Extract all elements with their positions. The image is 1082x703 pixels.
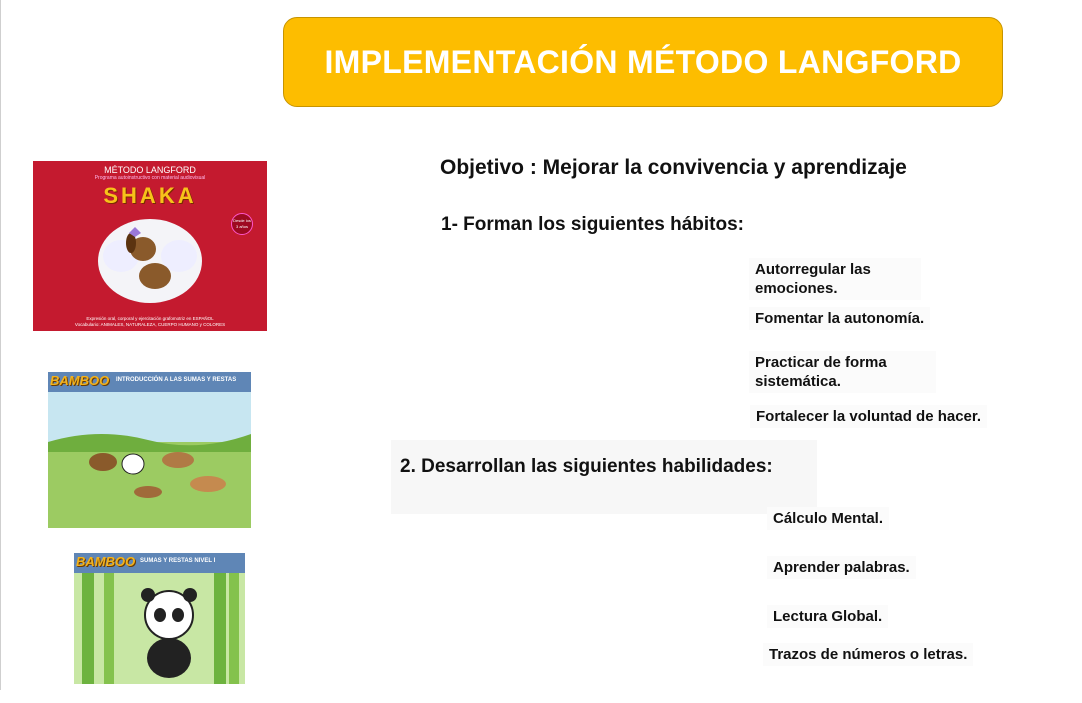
skill-item: Trazos de números o letras. [763, 643, 973, 666]
habit-item: Fortalecer la voluntad de hacer. [750, 405, 987, 428]
sky-band [48, 392, 251, 442]
animal-icon [134, 486, 162, 498]
left-border [0, 0, 1, 690]
shaka-footer [33, 316, 267, 328]
section1-heading: 1- Forman los siguientes hábitos: [441, 214, 744, 235]
objective-text: Objetivo : Mejorar la convivencia y aprendizaje [440, 156, 907, 179]
habit-item: Autorregular las emociones. [749, 258, 921, 300]
section2-heading: 2. Desarrollan las siguientes habilidades: [400, 456, 773, 477]
page-title: IMPLEMENTACIÓN MÉTODO LANGFORD [324, 43, 962, 80]
panda-body-icon [147, 638, 191, 678]
bamboo-level1-tag: SUMAS Y RESTAS NIVEL I [140, 558, 216, 564]
panda-ear [183, 588, 197, 602]
bamboo-level1-cover-image [74, 553, 245, 684]
bamboo-stalk [214, 571, 226, 684]
bamboo-logo: BAMBOO [50, 373, 110, 388]
panda-ear [141, 588, 155, 602]
title-banner [283, 17, 1003, 107]
bamboo-stalk [104, 571, 114, 684]
shaka-footer-line: Expresión oral, corporal y ejercitación grafomotriz en ESPAÑOL [86, 316, 214, 321]
bamboo-stalk [82, 571, 94, 684]
panda-eye-patch [154, 608, 166, 622]
shaka-footer-line: Vocabulario: ANIMALES, NATURALEZA, CUERPO HUMANO y COLORES [74, 322, 226, 327]
age-badge: Desde los 3 años [231, 213, 253, 235]
panda-icon [122, 454, 144, 474]
shaka-cover-image [33, 161, 267, 331]
habit-item: Practicar de forma sistemática. [749, 351, 936, 393]
bamboo-stalk [229, 571, 239, 684]
shaka-header: MÉTODO LANGFORD [104, 165, 196, 175]
skill-item: Aprender palabras. [767, 556, 916, 579]
skill-item: Lectura Global. [767, 605, 888, 628]
dog-icon [190, 476, 226, 492]
shaka-subheader: Programa autoinstructivo con material audiovisual [94, 175, 206, 181]
bamboo-intro-tag: INTRODUCCIÓN A LAS SUMAS Y RESTAS [116, 377, 237, 383]
bamboo-intro-illustration [48, 372, 251, 528]
dog-icon [89, 453, 117, 471]
dog-body-icon [139, 263, 171, 289]
habit-item: Fomentar la autonomía. [749, 307, 930, 330]
bamboo-intro-cover-image [48, 372, 251, 528]
panda-eye-patch [172, 608, 184, 622]
bamboo-logo: BAMBOO [76, 554, 136, 569]
skill-item: Cálculo Mental. [767, 507, 889, 530]
shaka-title: SHAKA [103, 183, 197, 208]
animal-icon [162, 452, 194, 468]
